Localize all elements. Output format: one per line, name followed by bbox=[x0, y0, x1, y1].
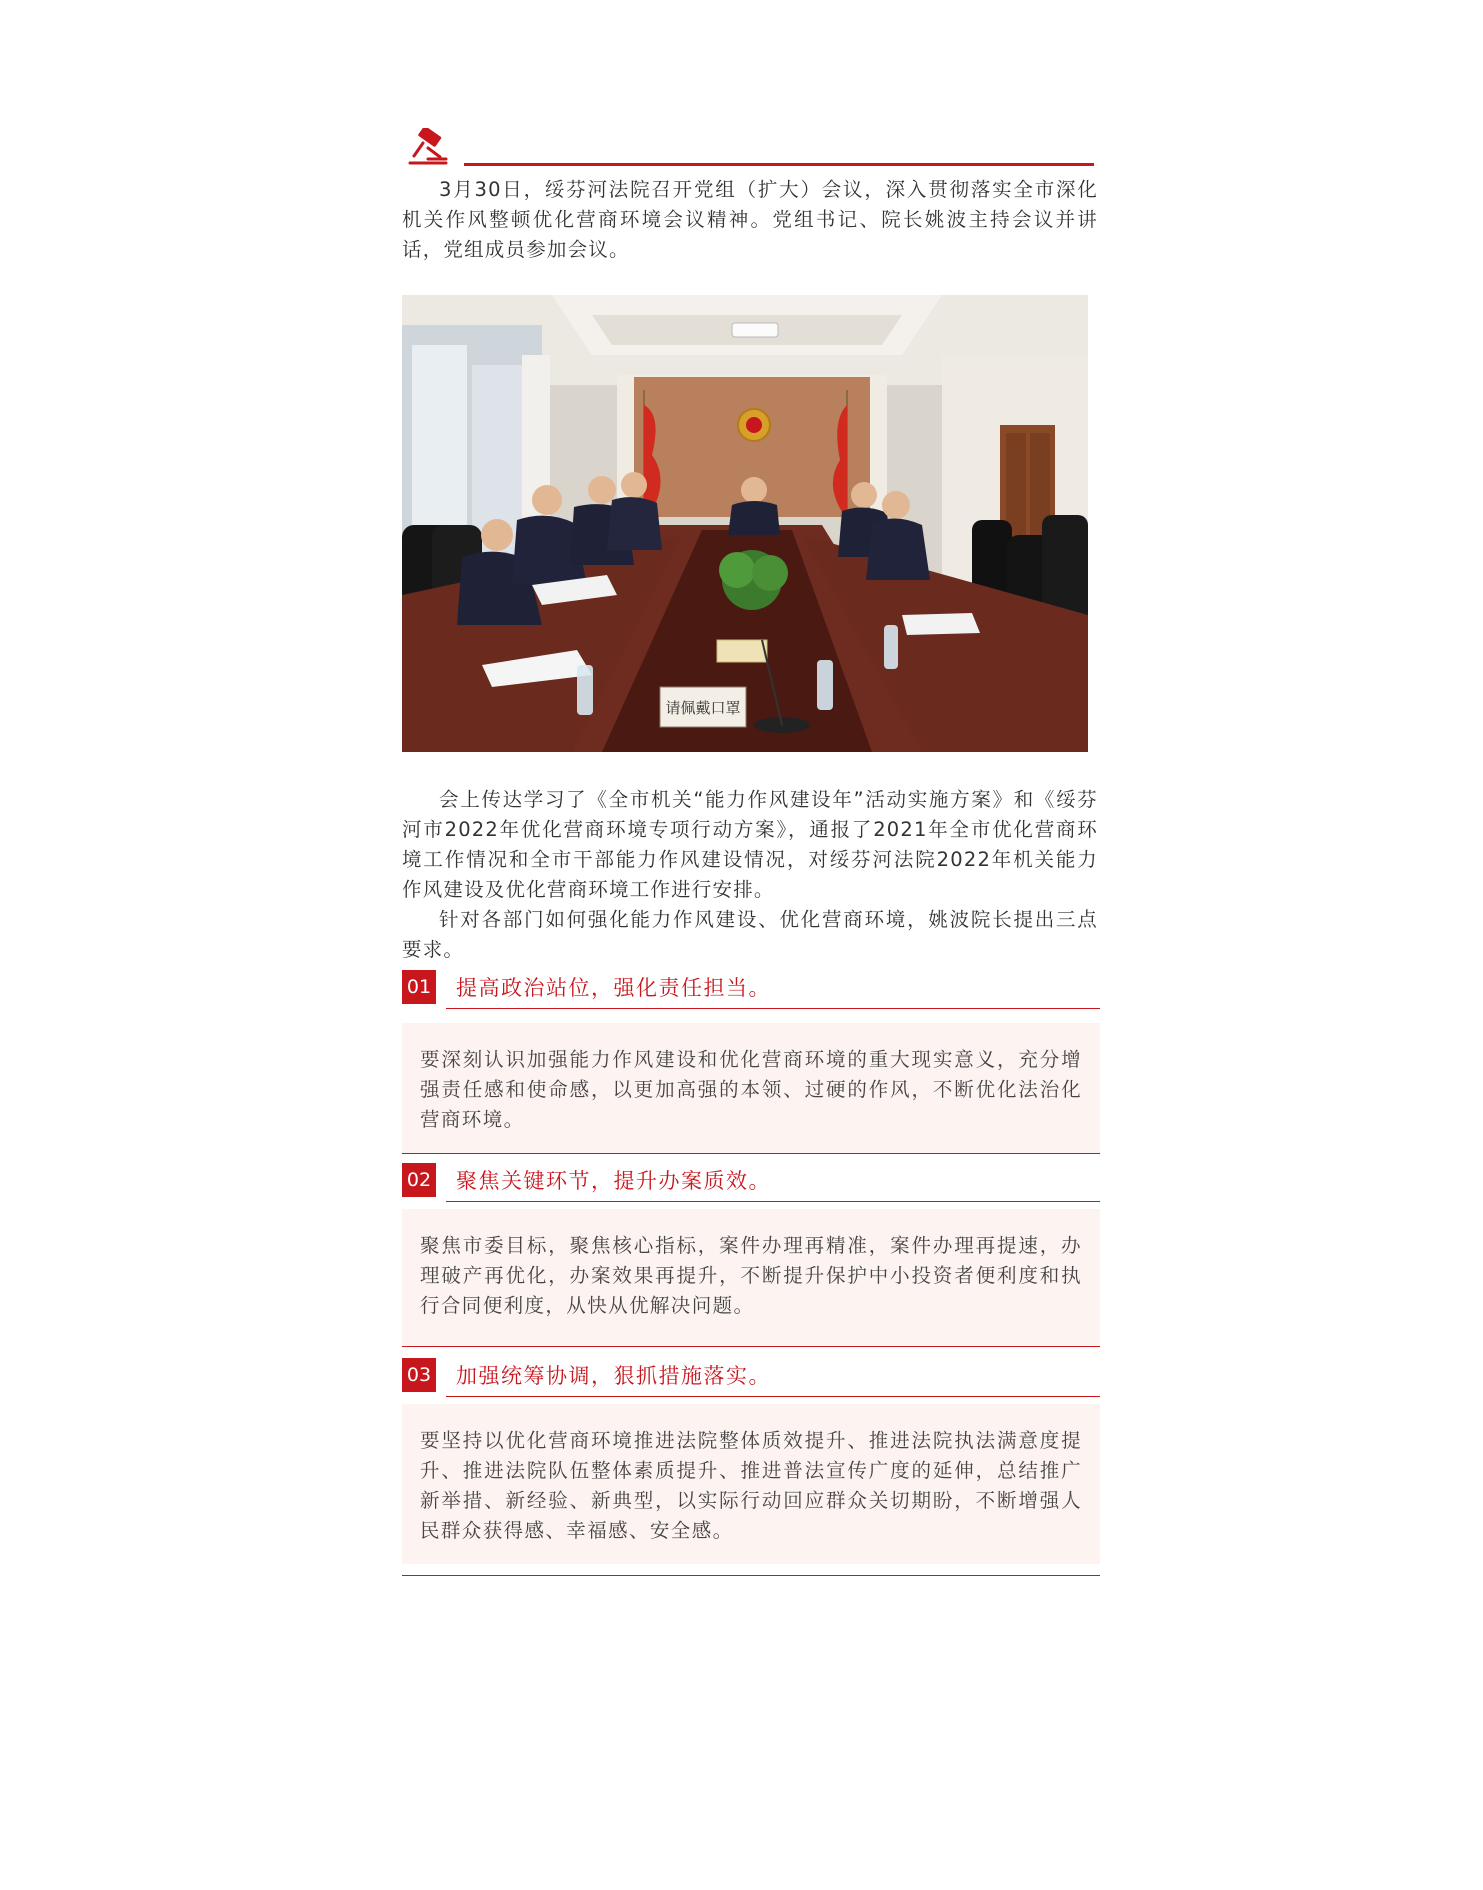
section-text: 要深刻认识加强能力作风建设和优化营商环境的重大现实意义，充分增强责任感和使命感，以更加高强的本领、过硬的作风，不断优化法治化营商环境。 bbox=[420, 1048, 1082, 1131]
section-number: 02 bbox=[402, 1163, 436, 1197]
section-header bbox=[402, 128, 1094, 168]
intro-block bbox=[402, 175, 1098, 265]
meeting-photo bbox=[402, 295, 1088, 752]
body-block bbox=[402, 785, 1098, 965]
section-underline bbox=[446, 1008, 1100, 1009]
gavel-icon bbox=[406, 128, 454, 168]
intro-paragraph: 3月30日，绥芬河法院召开党组（扩大）会议，深入贯彻落实全市深化机关作风整顿优化营商环境会议精神。党组书记、院长姚波主持会议并讲话，党组成员参加会议。 bbox=[402, 178, 1098, 261]
section-02-box bbox=[402, 1209, 1100, 1345]
section-title: 提高政治站位，强化责任担当。 bbox=[456, 976, 771, 1000]
section-title: 加强统筹协调，狠抓措施落实。 bbox=[456, 1364, 771, 1388]
section-01-header bbox=[402, 970, 1100, 1010]
body-paragraph-1: 会上传达学习了《全市机关“能力作风建设年”活动实施方案》和《绥芬河市2022年优化营商环境专项行动方案》，通报了2021年全市优化营商环境工作情况和全市干部能力作风建设情况，对绥芬河法院2022年机关能力作风建设及优化营商环境工作进行安排。 bbox=[402, 788, 1098, 901]
section-01-bottom-rule bbox=[402, 1153, 1100, 1154]
section-02-header bbox=[402, 1163, 1100, 1203]
body-paragraph-2: 针对各部门如何强化能力作风建设、优化营商环境，姚波院长提出三点要求。 bbox=[402, 908, 1098, 961]
section-number: 01 bbox=[402, 970, 436, 1004]
section-03-header bbox=[402, 1358, 1100, 1398]
section-underline bbox=[446, 1201, 1100, 1202]
mask-sign-text: 请佩戴口罩 bbox=[665, 699, 741, 717]
section-text: 聚焦市委目标，聚焦核心指标，案件办理再精准，案件办理再提速，办理破产再优化，办案效果再提升，不断提升保护中小投资者便利度和执行合同便利度，从快从优解决问题。 bbox=[420, 1234, 1082, 1317]
section-03-bottom-rule bbox=[402, 1575, 1100, 1576]
section-number: 03 bbox=[402, 1358, 436, 1392]
section-01-box bbox=[402, 1023, 1100, 1153]
section-03-box bbox=[402, 1404, 1100, 1564]
section-text: 要坚持以优化营商环境推进法院整体质效提升、推进法院执法满意度提升、推进法院队伍整体素质提升、推进普法宣传广度的延伸，总结推广新举措、新经验、新典型，以实际行动回应群众关切期盼，不断增强人民群众获得感、幸福感、安全感。 bbox=[420, 1429, 1082, 1542]
section-02-bottom-rule bbox=[402, 1346, 1100, 1347]
header-rule bbox=[464, 163, 1094, 166]
section-title: 聚焦关键环节，提升办案质效。 bbox=[456, 1169, 771, 1193]
meeting-photo-illustration bbox=[402, 295, 1088, 752]
section-underline bbox=[446, 1396, 1100, 1397]
